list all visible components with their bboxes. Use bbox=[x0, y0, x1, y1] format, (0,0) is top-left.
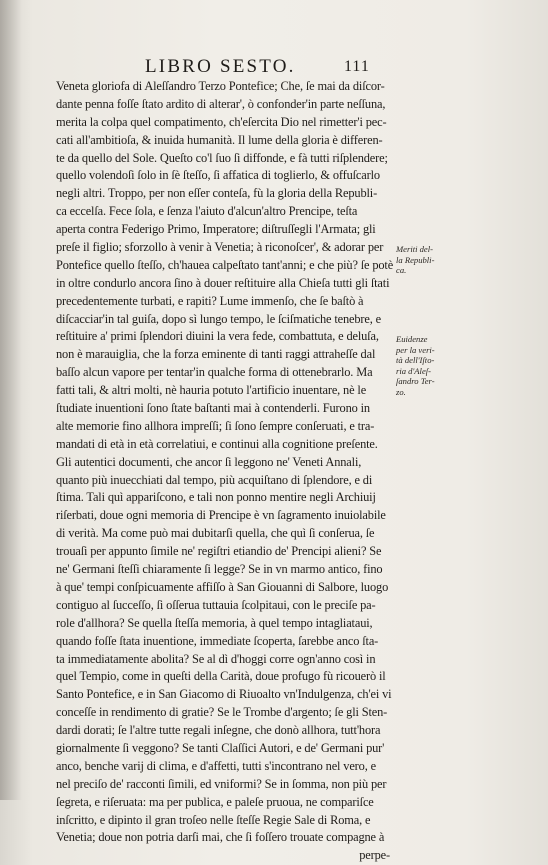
marginal-note-line: per la veri- bbox=[396, 344, 435, 355]
text-line: ſegreta, e riſeruata: ma per publica, e paleſe pruoua, ne compariſce bbox=[56, 794, 374, 809]
text-line: merita la colpa quel compatimento, ch'eſercita Dio nel rimetter'i pec- bbox=[56, 114, 387, 129]
text-line: role d'allhora? Se quella ſteſſa memoria, à quel tempo intagliataui, bbox=[56, 615, 373, 630]
text-line: Venetia; doue non potria darſi mai, che ſi foſſero trouate compagne à bbox=[56, 830, 385, 845]
marginal-note-line: Meriti del- bbox=[396, 244, 433, 254]
marginal-note-evidence bbox=[396, 334, 452, 397]
text-line: contiguo al ſucceſſo, ſi oſſerua tuttauia ſcolpitaui, con le preciſe pa- bbox=[56, 597, 376, 612]
text-line: baſſo alcun vapore per tentar'in qualche forma di ottenebrarlo. Ma bbox=[56, 365, 373, 380]
text-line: ſtima. Tali quì appariſcono, e tali non ponno mentire negli Archiuij bbox=[56, 490, 376, 505]
text-line: fatti tali, & altri molti, nè hauria potuto l'artificio inuentare, nè le bbox=[56, 383, 367, 398]
text-line: anco, benche varij di clima, e d'affetti, tutti s'incontrano nel vero, e bbox=[56, 758, 376, 773]
text-line: nel preciſo de' racconti ſimili, ed vniformi? Se in ſomma, non più per bbox=[56, 776, 387, 791]
text-line: giornalmente ſi veggono? Se tanti Claſſici Autori, e de' Germani pur' bbox=[56, 740, 385, 755]
text-line: mandati di età in età correlatiui, e continui alla cognitione preſente. bbox=[56, 436, 378, 451]
text-line: in oltre condurlo ancora ſino à douer reſtituire alla Chieſa tutti gli ſtati bbox=[56, 275, 390, 290]
text-line: à que' tempi conſpicuamente affiſſo à San Giouanni di Salbore, luogo bbox=[56, 579, 389, 594]
marginal-note-line: ca. bbox=[396, 265, 407, 275]
text-line: precedentemente turbati, e rapiti? Lume immenſo, che ſe baſtò à bbox=[56, 293, 364, 308]
text-line: cati all'ambitioſa, & inuida humanità. Il lume della gloria è differen- bbox=[56, 132, 383, 147]
marginal-note-line: zo. bbox=[396, 386, 406, 397]
text-line: ca eccelſa. Fece ſola, e ſenza l'aiuto d'alcun'altro Prencipe, teſta bbox=[56, 204, 358, 219]
text-line: conceſſe in rendimento di gratie? Se le Trombe d'argento; ſe gli Sten- bbox=[56, 705, 388, 720]
text-line: riſerbati, doue ogni memoria di Prencipe è vn ſagramento inuiolabile bbox=[56, 508, 386, 523]
text-line: dardi dorati; ſe l'altre tutte regali inſegne, che donò allhora, tutt'hora bbox=[56, 723, 381, 738]
text-line: ne' Germani ſteſſi chiaramente ſi legge? Se in vn marmo antico, fino bbox=[56, 562, 383, 577]
text-line: ſtudiate inuentioni ſono ſtate baſtanti mai à contenderli. Furono in bbox=[56, 401, 370, 416]
text-line: preſe il figlio; sforzollo à venir à Venetia; à riconoſcer', & adorar per bbox=[56, 240, 384, 255]
text-line: alte memorie fino allhora impreſſi; ſi ſono ſempre conſeruati, e tra- bbox=[56, 418, 375, 433]
marginal-note-line: Euidenze bbox=[396, 334, 428, 344]
page-gutter-shadow bbox=[0, 0, 22, 800]
text-line: dante penna foſſe ſtato ardito di alterar', ò confonder'in parte neſſuna, bbox=[56, 96, 386, 111]
text-line: te da quello del Sole. Queſto co'l ſuo ſi diffonde, e fà tutti riſplendere; bbox=[56, 150, 388, 165]
text-line: Gli autentici documenti, che ancor ſi leggono ne' Veneti Annali, bbox=[56, 454, 362, 469]
text-line: di verità. Ma come può mai dubitarſi quella, che quì ſi conſerua, ſe bbox=[56, 526, 375, 541]
marginal-note-line: tà dell'Iſto- bbox=[396, 355, 435, 365]
text-line: quando foſſe ſtata inuentione, immediate ſcoperta, ſarebbe anco ſta- bbox=[56, 633, 379, 648]
text-line: inſcritto, e dipinto il gran troſeo nelle ſteſſe Regie Sale di Roma, e bbox=[56, 812, 371, 827]
text-line: aperta contra Federigo Primo, Imperatore; diſtruſſegli l'Armata; gli bbox=[56, 222, 376, 237]
text-line: diſcacciar'in tal guiſa, dopo sì lungo tempo, le ſciſmatiche tenebre, e bbox=[56, 311, 381, 326]
marginal-note-line: la Republi- bbox=[396, 254, 435, 265]
page-header bbox=[0, 56, 548, 78]
running-head: LIBRO SESTO. bbox=[145, 56, 296, 77]
text-line: quanto più inuecchiati dal tempo, più acquiſtano di ſplendore, e di bbox=[56, 472, 373, 487]
marginal-note-merits bbox=[396, 244, 452, 276]
page-number: 111 bbox=[344, 58, 370, 75]
text-line: negli altri. Troppo, per non eſſer conteſa, fù la gloria della Republi- bbox=[56, 186, 378, 201]
text-line: Pontefice quello ſteſſo, ch'haueа calpeſtato tant'anni; e che più? ſe potè bbox=[56, 257, 394, 272]
text-line: ta immediatamente abolita? Se al dì d'hoggi corre ogn'anno così in bbox=[56, 651, 376, 666]
text-line: Veneta gloriofa di Aleſſandro Terzo Pontefice; Che, ſe mai da diſcor- bbox=[56, 79, 385, 93]
text-line: quel Tempio, come in queſti della Carità, doue profugo fù ricouerò il bbox=[56, 669, 386, 684]
text-line: non è marauiglia, che la forza eminente di tanti raggi attraheſſe dal bbox=[56, 347, 376, 362]
marginal-note-line: ria d'Aleſ- bbox=[396, 365, 432, 376]
text-line: trouaſi per appunto ſimile ne' regiſtri etiandio de' Prencipi alieni? Se bbox=[56, 544, 382, 559]
text-line: Santo Pontefice, e in San Giacomo di Riuoalto vn'Indulgenza, ch'ei vi bbox=[56, 687, 392, 702]
marginal-note-line: ſandro Ter- bbox=[396, 376, 435, 386]
text-line: quello volendoſi ſolo in ſè ſteſſo, ſi affatica di toglierlo, & offuſcarlo bbox=[56, 168, 380, 183]
catchword: perpe- bbox=[359, 848, 390, 863]
main-text-block bbox=[56, 78, 394, 865]
text-line: reſtituire a' primi ſplendori diuini la vera fede, combattuta, e deluſa, bbox=[56, 329, 379, 344]
